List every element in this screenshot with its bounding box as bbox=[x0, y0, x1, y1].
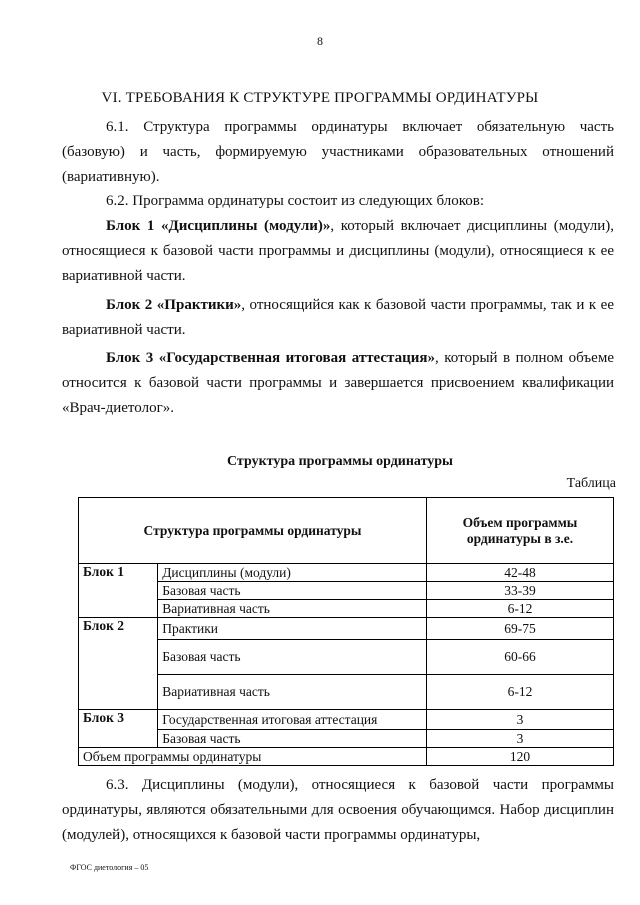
row-name: Вариативная часть bbox=[158, 600, 427, 618]
row-value: 69-75 bbox=[427, 618, 614, 640]
table-total-row bbox=[79, 748, 614, 766]
block-cell: Блок 3 bbox=[79, 710, 158, 748]
block-2-text: , относящийся как к базовой части программы, так и к ее вариативной части. bbox=[62, 297, 614, 338]
header-volume: Объем программы ординатуры в з.е. bbox=[427, 498, 614, 564]
block-2-title: Блок 2 «Практики» bbox=[106, 297, 242, 313]
block-cell: Блок 2 bbox=[79, 618, 158, 710]
row-name: Государственная итоговая аттестация bbox=[158, 710, 427, 730]
block-3-text: , который в полном объеме относится к базовой части программы и завершается присвоением квалификации «Врач-диетолог». bbox=[62, 350, 614, 416]
paragraph-6-2-text: 6.2. Программа ординатуры состоит из следующих блоков: bbox=[106, 193, 484, 209]
row-value: 42-48 bbox=[427, 564, 614, 582]
header-structure: Структура программы ординатуры bbox=[79, 498, 427, 564]
paragraph-6-2 bbox=[62, 189, 614, 214]
row-name: Базовая часть bbox=[158, 582, 427, 600]
paragraph-6-3 bbox=[62, 773, 614, 848]
row-value: 60-66 bbox=[427, 640, 614, 675]
table-row bbox=[79, 582, 614, 600]
total-value: 120 bbox=[427, 748, 614, 766]
row-value: 3 bbox=[427, 730, 614, 748]
row-value: 33-39 bbox=[427, 582, 614, 600]
page-number: 8 bbox=[317, 34, 323, 48]
paragraph-block-1 bbox=[62, 214, 614, 289]
row-value: 6-12 bbox=[427, 600, 614, 618]
table-header-row bbox=[79, 498, 614, 564]
block-cell: Блок 1 bbox=[79, 564, 158, 618]
paragraph-6-3-text: 6.3. Дисциплины (модули), относящиеся к базовой части программы ординатуры, являются обязательными для освоения обучающимся. Набор дисциплин (модулей), относящихся к базовой части программы ординатуры, bbox=[62, 777, 614, 843]
row-name: Вариативная часть bbox=[158, 675, 427, 710]
row-name: Практики bbox=[158, 618, 427, 640]
row-value: 6-12 bbox=[427, 675, 614, 710]
table-row bbox=[79, 730, 614, 748]
table-row bbox=[79, 710, 614, 730]
row-value: 3 bbox=[427, 710, 614, 730]
paragraph-6-1-text: 6.1. Структура программы ординатуры включает обязательную часть (базовую) и часть, формируемую участниками образовательных отношений (вариативную). bbox=[62, 119, 614, 185]
footer-label: ФГОС диетология – 05 bbox=[70, 863, 149, 872]
structure-table bbox=[78, 497, 614, 766]
table-label: Таблица bbox=[566, 476, 616, 491]
paragraph-block-2 bbox=[62, 293, 614, 343]
table-row bbox=[79, 618, 614, 640]
paragraph-block-3 bbox=[62, 346, 614, 421]
table-title: Структура программы ординатуры bbox=[227, 454, 453, 469]
table-row bbox=[79, 640, 614, 675]
table-row bbox=[79, 600, 614, 618]
row-name: Базовая часть bbox=[158, 640, 427, 675]
section-title: VI. ТРЕБОВАНИЯ К СТРУКТУРЕ ПРОГРАММЫ ОРДИНАТУРЫ bbox=[101, 90, 539, 106]
paragraph-6-1 bbox=[62, 115, 614, 190]
block-1-text: , который включает дисциплины (модули), относящиеся к базовой части программы и дисциплины (модули), относящиеся к ее вариативной части. bbox=[62, 218, 614, 284]
table-row bbox=[79, 675, 614, 710]
block-3-title: Блок 3 «Государственная итоговая аттестация» bbox=[106, 350, 436, 366]
row-name: Дисциплины (модули) bbox=[158, 564, 427, 582]
total-label: Объем программы ординатуры bbox=[79, 748, 427, 766]
block-1-title: Блок 1 «Дисциплины (модули)» bbox=[106, 218, 331, 234]
row-name: Базовая часть bbox=[158, 730, 427, 748]
table-row bbox=[79, 564, 614, 582]
